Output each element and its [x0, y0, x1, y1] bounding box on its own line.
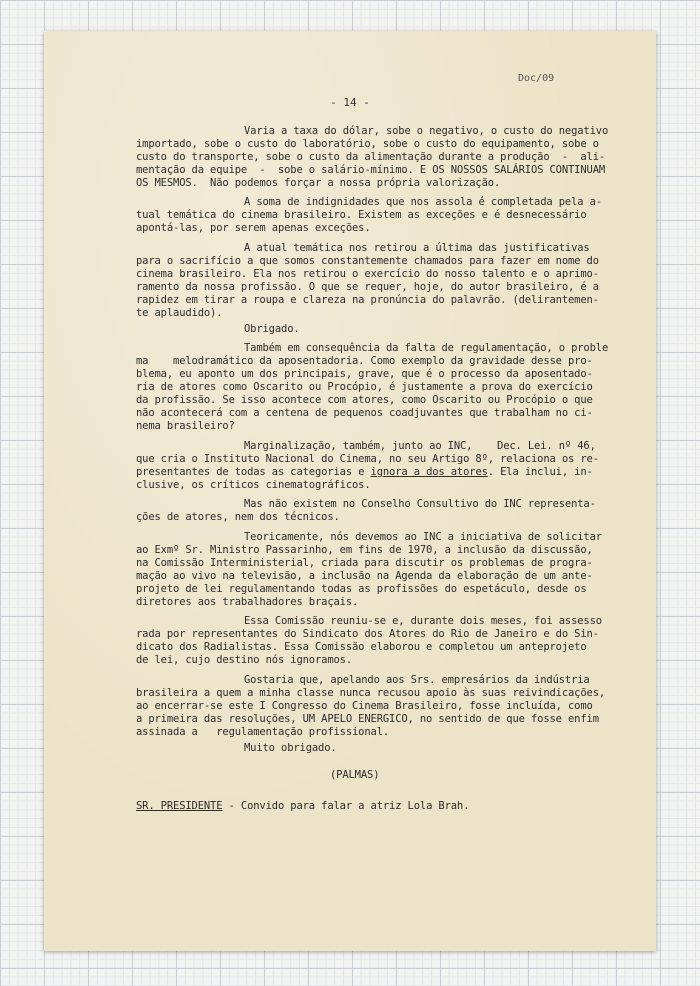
text-line: Obrigado. [244, 323, 300, 335]
text-line: cinema brasileiro. Ela nos retirou o exercício do nosso talento e o aprimo- [136, 268, 599, 280]
text-line: ma melodramático da aposentadoria. Como exemplo da gravidade desse pro- [136, 355, 593, 367]
text-line: Mas não existem no Conselho Consultivo do INC representa- [244, 498, 596, 510]
speaker-line: SR. PRESIDENTE - Convido para falar a atriz Lola Brah. [136, 800, 470, 812]
text-line: ao Exmº Sr. Ministro Passarinho, em fins de 1970, a inclusão da discussão, [136, 544, 593, 556]
text-line: importado, sobe o custo do laboratório, sobe o custo do equipamento, sobe o [136, 138, 599, 150]
text-line: te aplaudido). [136, 307, 223, 319]
text-line: assinada a regulamentação profissional. [136, 726, 390, 738]
speaker-name: SR. PRESIDENTE [136, 800, 223, 812]
text-line: para o sacrifício a que somos constantemente chamados para fazer em nome do [136, 255, 599, 267]
text-line: ria de atores como Oscarito ou Procópio, é justamente a prova do exercício [136, 381, 593, 393]
text-line: Teoricamente, nós devemos ao INC a iniciativa de solicitar [244, 531, 602, 543]
text-line: da profissão. Se isso acontece com atores, como Oscarito ou Procópio o que [136, 394, 593, 406]
text-line: Muito obrigado. [244, 742, 337, 754]
text-line: brasileira a quem a minha classe nunca recusou apoio às suas reivindicações, [136, 687, 606, 699]
text-line: Varia a taxa do dólar, sobe o negativo, o custo do negativo [244, 125, 609, 137]
text-line: mação ao vivo na televisão, a inclusão na Agenda da elaboração de um ante- [136, 570, 593, 582]
text-line: ções de atores, nem dos técnicos. [136, 511, 340, 523]
underlined-phrase: ignora a dos atores [370, 466, 488, 478]
text-line: custo do transporte, sobe o custo da alimentação durante a produção - ali- [136, 151, 606, 163]
document-reference: Doc/09 [518, 73, 555, 84]
text-line: rapidez em tirar a roupa e clareza na pronúncia do palavrão. (delirantemen- [136, 294, 599, 306]
text-line: nema brasileiro? [136, 420, 235, 432]
text-line: diretores aos trabalhadores braçais. [136, 596, 359, 608]
text-line: tual temática do cinema brasileiro. Existem as exceções e é desnecessário [136, 209, 587, 221]
text-line: apontá-las, por serem apenas exceções. [136, 222, 371, 234]
text-line: blema, eu aponto um dos principais, grave, que é o processo da aposentado- [136, 368, 593, 380]
text-line: na Comissão Interministerial, criada para discutir os problemas de progra- [136, 557, 593, 569]
text-line: clusive, os críticos cinematográficos. [136, 479, 371, 491]
text-line: não acontecerá com a centena de pequenos coadjuvantes que trabalham no ci- [136, 407, 593, 419]
text-line: dicato dos Radialistas. Essa Comissão elaborou e completou um anteprojeto [136, 641, 587, 653]
text-line: mentação da equipe - sobe o salário-mínimo. E OS NOSSOS SALÁRIOS CONTINUAM [136, 164, 606, 176]
text-line: Essa Comissão reuniu-se e, durante dois meses, foi assesso [244, 615, 602, 627]
text-line: Gostaria que, apelando aos Srs. empresários da indústria [244, 674, 590, 686]
text-line: presentantes de todas as categorias e ignora a dos atores. Ela inclui, in- [136, 466, 593, 478]
text-line: de lei, cujo destino nós ignoramos. [136, 654, 353, 666]
text-line: Marginalização, também, junto ao INC, Dec. Lei. nº 46, [244, 440, 596, 452]
text-line: a primeira das resoluções, UM APELO ENERGICO, no sentido de que fosse enfim [136, 713, 599, 725]
text-line: ramento da nossa profissão. O que se requer, hoje, do autor brasileiro, é a [136, 281, 599, 293]
text-line: rada por representantes do Sindicato dos Atores do Rio de Janeiro e do Sin- [136, 628, 599, 640]
text-line: Também em consequência da falta de regulamentação, o proble [244, 342, 609, 354]
text-line: OS MESMOS. Não podemos forçar a nossa própria valorização. [136, 177, 501, 189]
text-line: projeto de lei regulamentando todas as profissões do espetáculo, desde os [136, 583, 587, 595]
applause-note: (PALMAS) [330, 769, 380, 781]
text-line: que cria o Instituto Nacional do Cinema, no seu Artigo 8º, relaciona os re- [136, 453, 599, 465]
page-number: - 14 - [330, 96, 370, 109]
text-line: A atual temática nos retirou a última das justificativas [244, 242, 590, 254]
text-line: A soma de indignidades que nos assola é completada pela a- [244, 196, 602, 208]
text-line: ao encerrar-se este I Congresso do Cinema Brasileiro, fosse incluída, como [136, 700, 593, 712]
